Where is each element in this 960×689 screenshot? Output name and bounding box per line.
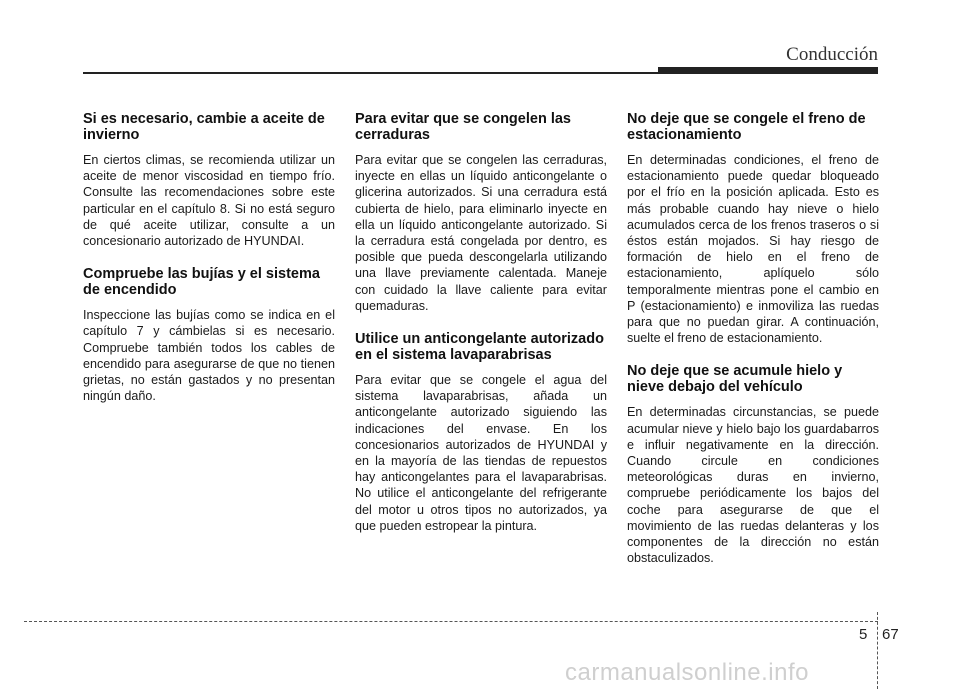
section-heading-parking-brake: No deje que se congele el freno de estacionamiento	[627, 111, 866, 143]
column-1	[83, 111, 335, 421]
section-body-ice-under-vehicle: En determinadas circunstancias, se puede acumular nieve y hielo bajo los guardabarros e influir negativamente en la dirección. Cuando circule en condiciones meteorológicas duras en invierno, compruebe periódicamente los bajos del coche para asegurarse de que el movimiento de las ruedas delanteras y los componentes de la dirección no están obstaculizados.	[627, 405, 879, 566]
section-heading-spark-plugs: Compruebe las bujías y el sistema de encendido	[83, 266, 320, 299]
column-3	[627, 111, 879, 583]
column-2	[355, 111, 607, 551]
footer-rule	[24, 621, 878, 622]
section-heading-washer-fluid: Utilice un anticongelante autorizado en el sistema lavaparabrisas	[355, 331, 604, 364]
section-body-locks: Para evitar que se congelen las cerraduras, inyecte en ellas un líquido anticongelante o glicerina autorizados. Si una cerradura está cubierta de hielo, para eliminarlo inyecte en ella un líquido anticongelante autorizado. Si la cerradura está congelada por dentro, es posible que pueda descongelarla utilizando una llave previamente calentada. Maneje con cuidado la llave caliente para evitar quemaduras.	[355, 153, 607, 313]
header-rule	[83, 72, 658, 74]
watermark-text: carmanualsonline.info	[565, 659, 809, 686]
section-body-winter-oil: En ciertos climas, se recomienda utilizar un aceite de menor viscosidad en tiempo frío. Consulte las recomendaciones sobre este particular en el capítulo 8. Si no está seguro de qué aceite utilizar, consulte a un concesionario autorizado de HYUNDAI.	[83, 153, 335, 249]
section-heading-ice-under-vehicle: No deje que se acumule hielo y nieve debajo del vehículo	[627, 363, 843, 396]
section-body-parking-brake: En determinadas condiciones, el freno de estacionamiento puede quedar bloqueado por el frío en la posición aplicada. Esto es más probable cuando hay nieve o hielo acumulados cerca de los frenos traseros o si éstos están mojados. Si hay riesgo de formación de hielo en el freno de estacionamiento, aplíquelo sólo temporalmente mientras pone el cambio en P (estacionamiento) e inmoviliza las ruedas para que no puedan girar. A continuación, suelte el freno de estacionamiento.	[627, 153, 879, 346]
section-body-washer-fluid: Para evitar que se congele el agua del sistema lavaparabrisas, añada un anticongelante autorizado siguiendo las indicaciones del envase. En los concesionarios autorizados de HYUNDAI y en la mayoría de las tiendas de repuestos hay anticongelantes para el lavaparabrisas. No utilice el anticongelante del refrigerante del motor u otros tipos no autorizados, ya que pueden estropear la pintura.	[355, 373, 607, 533]
section-heading-winter-oil: Si es necesario, cambie a aceite de invierno	[83, 111, 325, 143]
page-header-title: Conducción	[786, 44, 878, 65]
footer-divider	[877, 612, 879, 689]
section-body-spark-plugs: Inspeccione las bujías como se indica en el capítulo 7 y cámbielas si es necesario. Compruebe también todos los cables de encendido para asegurarse de que no tienen grietas, no están gastados y no presentan ningún daño.	[83, 308, 335, 404]
section-heading-locks: Para evitar que se congelen las cerraduras	[355, 111, 571, 143]
header-rule-accent	[658, 67, 878, 74]
chapter-number: 5	[859, 626, 868, 643]
page-number: 67	[882, 626, 899, 643]
